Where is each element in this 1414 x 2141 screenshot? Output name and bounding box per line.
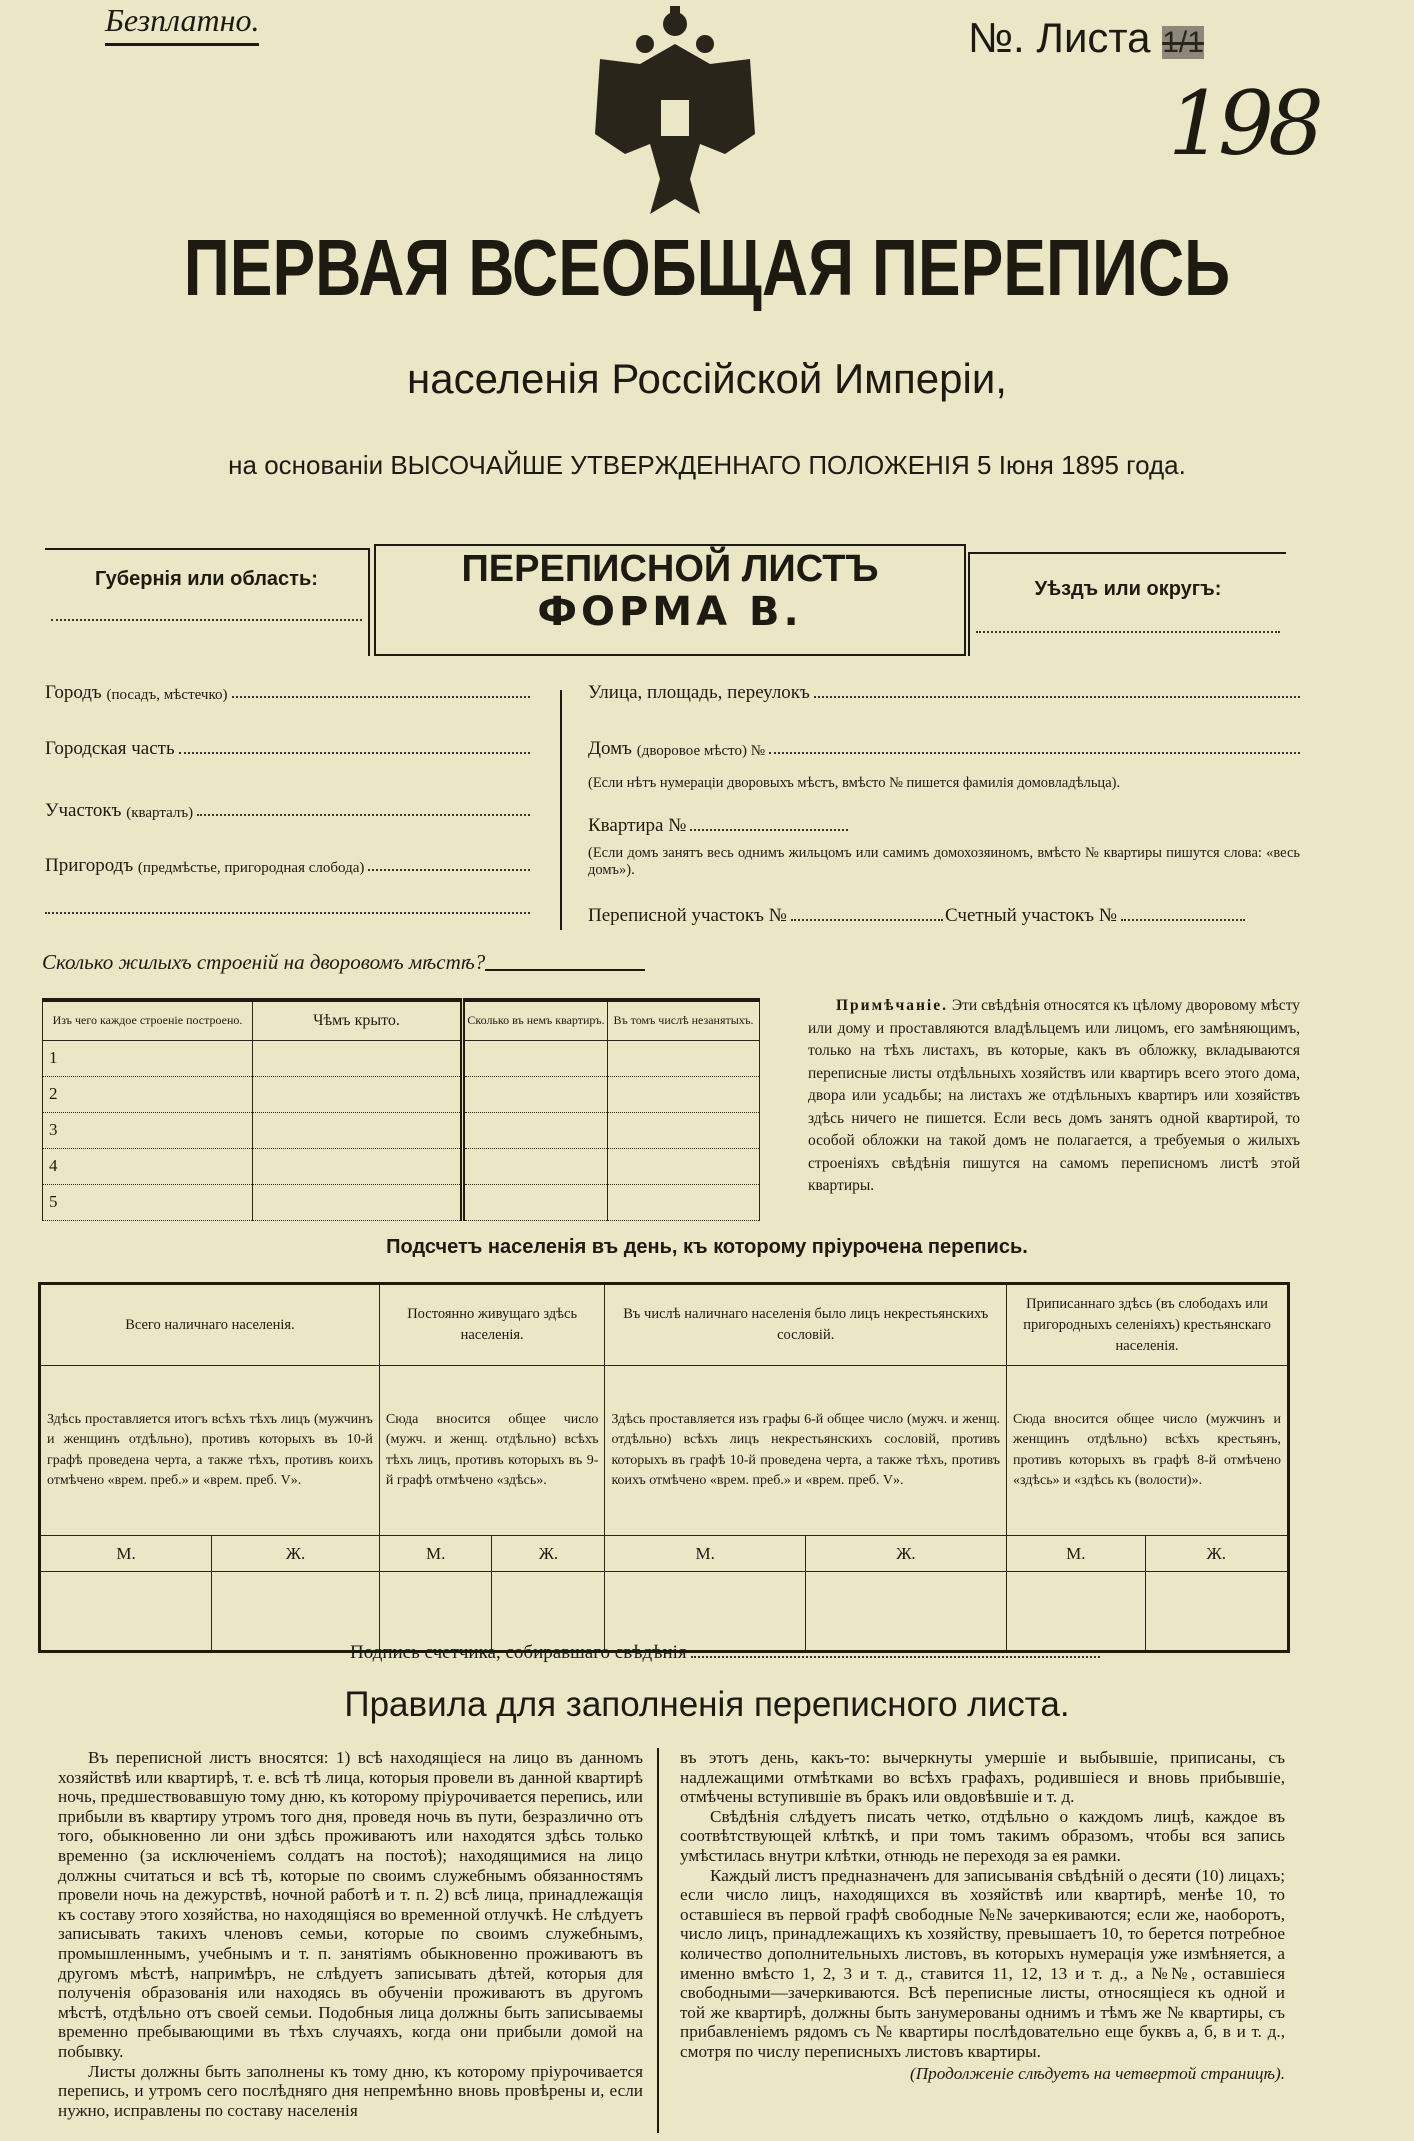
cell[interactable] — [463, 1148, 608, 1184]
cell[interactable] — [608, 1112, 760, 1148]
field-note: (предмѣстье, пригородная слобода) — [137, 860, 365, 876]
rules-paragraph: Листы должны быть заполнены къ тому дню, къ которому пріурочивается перепись, и утромъ сего послѣдняго дня непремѣнно вновь провѣрены и, если нужно, исправлены по составу населенія — [58, 2061, 643, 2120]
male-header: М. — [379, 1536, 492, 1572]
sheet-number-label: №. Листа 1/1 — [968, 14, 1204, 61]
field-count-section[interactable] — [945, 905, 1245, 927]
row-number[interactable]: 2 — [43, 1076, 253, 1112]
rules-paragraph: Каждый листъ предназначенъ для записыванія свѣдѣній о десяти (10) лицахъ; если число лицъ, находящихся въ хозяйствѣ или квартирѣ, менѣе 10, то оставшіеся въ первой графѣ свободные №№ зачеркиваются; если же, наоборотъ, число лицъ, принадлежащихъ къ хозяйству, превышаетъ 10, то берется потребное количество дополнительныхъ листовъ, въ которыхъ нумерація уже измѣняется, а именно вмѣсто 1, 2, 3 и т. д., ставится 11, 12, 13 и т. д., а №№, оставшіеся свободными—зачеркиваются. Всѣ переписные листы, относящіеся къ одной и той же квартирѣ, должны быть занумерованы однимъ и тѣмъ же № квартиры, съ прибавленіемъ рядомъ съ № квартиры послѣдовательно еще буквъ а, б, в и т. д., смотря по числу переписныхъ листовъ квартиры. — [680, 1865, 1285, 2061]
question-label: Сколько жилыхъ строеній на дворовомъ мѣстѣ? — [42, 950, 486, 974]
cell[interactable] — [463, 1112, 608, 1148]
buildings-note — [808, 995, 1300, 1198]
count-col-present: Всего наличнаго населенія. — [40, 1284, 380, 1366]
count-desc: Здѣсь проставляется итогъ всѣхъ тѣхъ лицъ (мужчинъ и женщинъ отдѣльно), противъ которыхъ въ 10-й графѣ проведена черта, а также тѣхъ, противъ коихъ отмѣчено «врем. преб.» и «врем. преб. V». — [40, 1366, 380, 1536]
count-cell[interactable] — [1145, 1572, 1288, 1652]
rules-right-column — [680, 1748, 1285, 2083]
field-house[interactable] — [588, 738, 1300, 760]
count-cell[interactable] — [379, 1572, 492, 1652]
cell[interactable] — [463, 1184, 608, 1220]
district-label: Уѣздъ или округъ: — [1034, 578, 1222, 600]
district-box — [968, 552, 1286, 656]
note-lead: Примѣчаніе. — [836, 997, 948, 1014]
signature-field[interactable] — [350, 1642, 1100, 1664]
field-note: (посадъ, мѣстечко) — [106, 687, 228, 703]
field-label: Квартира № — [588, 815, 687, 836]
table-row — [43, 1112, 760, 1148]
note-text: Эти свѣдѣнія относятся къ цѣлому дворовому мѣсту или дому и проставляются владѣльцемъ или лицомъ, его замѣняющимъ, только на тѣхъ листахъ, въ которые, какъ въ обложку, вкладываются переписные листы отдѣльныхъ хозяйствъ или квартиръ всего этого дома, двора или усадьбы; на листахъ же отдѣльныхъ квартиръ или хозяйствъ здѣсь ничего не пишется. Если весь домъ занятъ одной квартирой, то особой обложки на такой домъ не полагается, а требуемыя о жилыхъ строеніяхъ свѣдѣнія пишутся на самомъ переписномъ листѣ этой квартиры. — [808, 997, 1301, 1194]
row-number[interactable]: 5 — [43, 1184, 253, 1220]
form-name: ФОРМА В. — [537, 589, 803, 635]
house-hint: (Если нѣтъ нумераціи дворовыхъ мѣстъ, вмѣсто № пишется фамилія домовладѣльца). — [588, 775, 1121, 791]
col-roof: Чѣмъ крыто. — [253, 1000, 463, 1040]
field-label: Городская часть — [45, 738, 175, 759]
field-apartment[interactable] — [588, 815, 848, 837]
sheet-number-struck: 1/1 — [1162, 26, 1204, 59]
field-town[interactable] — [45, 682, 530, 704]
count-desc: Сюда вносится общее число (мужч. и женщ. отдѣльно) всѣхъ тѣхъ лицъ, противъ которыхъ въ 9-й графѣ отмѣчено «здѣсь». — [379, 1366, 605, 1536]
double-headed-eagle-icon — [580, 4, 770, 219]
row-number[interactable]: 3 — [43, 1112, 253, 1148]
female-header: Ж. — [805, 1536, 1006, 1572]
column-divider — [560, 690, 562, 930]
cell[interactable] — [608, 1040, 760, 1076]
male-header: М. — [40, 1536, 212, 1572]
buildings-table — [42, 998, 760, 1221]
field-street[interactable] — [588, 682, 1300, 704]
handwritten-sheet-number: 198 — [1168, 72, 1318, 175]
rules-heading: Правила для заполненія переписного листа. — [344, 1685, 1070, 1724]
field-label: Счетный участокъ № — [945, 905, 1117, 926]
cell[interactable] — [253, 1112, 463, 1148]
count-cell[interactable] — [1007, 1572, 1146, 1652]
field-census-section[interactable] — [588, 905, 943, 927]
rules-paragraph: Свѣдѣнія слѣдуетъ писать четко, отдѣльно о каждомъ лицѣ, каждое въ соотвѣтствующей клѣткѣ, и при томъ такимъ образомъ, чтобы вся запись умѣстилась внутри клѣтки, отнюдь не переходя за ея рамки. — [680, 1806, 1285, 1865]
legal-basis: на основаніи ВЫСОЧАЙШЕ УТВЕРЖДЕННАГО ПОЛОЖЕНІЯ 5 Іюня 1895 года. — [228, 450, 1186, 480]
cell[interactable] — [463, 1076, 608, 1112]
count-col-permanent: Постоянно живущаго здѣсь населенія. — [379, 1284, 605, 1366]
count-cell[interactable] — [492, 1572, 605, 1652]
col-material: Изъ чего каждое строеніе построено. — [43, 1000, 253, 1040]
rules-paragraph: въ этотъ день, какъ-то: вычеркнуты умершіе и выбывшіе, приписаны, съ надлежащими отмѣтками во всѣхъ графахъ, родившіеся и вновь прибывшіе, отмѣчены вступившіе въ бракъ или овдовѣвшіе и т. д. — [680, 1748, 1285, 1807]
field-label: Домъ — [588, 738, 632, 759]
table-row — [43, 1184, 760, 1220]
field-note: (дворовое мѣсто) № — [636, 743, 766, 759]
count-cell[interactable] — [212, 1572, 380, 1652]
page-subtitle: населенія Россійской Имперіи, — [407, 355, 1007, 402]
count-cell[interactable] — [40, 1572, 212, 1652]
male-header: М. — [605, 1536, 805, 1572]
province-field[interactable] — [51, 619, 362, 621]
buildings-question[interactable] — [42, 950, 742, 975]
row-number[interactable]: 1 — [43, 1040, 253, 1076]
apartment-hint: (Если домъ занятъ весь однимъ жильцомъ или самимъ домохозяиномъ, вмѣсто № квартиры пишутся слова: «весь домъ»). — [588, 845, 1300, 878]
form-title-box — [374, 544, 966, 656]
field-label: Городъ — [45, 682, 102, 703]
female-header: Ж. — [1145, 1536, 1288, 1572]
cell[interactable] — [608, 1148, 760, 1184]
field-city-part[interactable] — [45, 738, 530, 760]
col-apartments: Сколько въ немъ квартиръ. — [463, 1000, 608, 1040]
field-precinct[interactable] — [45, 800, 530, 822]
count-cell[interactable] — [805, 1572, 1006, 1652]
field-suburb-extra[interactable] — [45, 912, 530, 914]
count-col-peasant: Приписаннаго здѣсь (въ слободахъ или пригородныхъ селеніяхъ) крестьянскаго населенія. — [1007, 1284, 1289, 1366]
count-table — [38, 1282, 1290, 1653]
col-vacant: Въ томъ числѣ незанятыхъ. — [608, 1000, 760, 1040]
cell[interactable] — [253, 1076, 463, 1112]
field-label: Участокъ — [45, 800, 122, 821]
district-field[interactable] — [976, 631, 1280, 633]
field-note: (кварталъ) — [126, 805, 194, 821]
count-cell[interactable] — [605, 1572, 805, 1652]
female-header: Ж. — [212, 1536, 380, 1572]
field-label: Пригородъ — [45, 855, 134, 876]
field-label: Улица, площадь, переулокъ — [588, 682, 810, 703]
continued-note: (Продолженіе слѣдуетъ на четвертой страницѣ). — [910, 2063, 1285, 2083]
count-desc: Здѣсь проставляется изъ графы 6-й общее число (мужч. и женщ. отдѣльно) всѣхъ лицъ некрестьянскихъ сословій, противъ которыхъ въ графѣ 10-й проведена черта, а также тѣхъ, противъ коихъ отмѣчено «врем. преб.» и «врем. преб. V». — [605, 1366, 1007, 1536]
cell[interactable] — [253, 1040, 463, 1076]
table-row — [43, 1040, 760, 1076]
rules-left-column — [58, 1748, 643, 2120]
cell[interactable] — [463, 1040, 608, 1076]
table-row — [43, 1076, 760, 1112]
field-label: Переписной участокъ № — [588, 905, 787, 926]
page-title: ПЕРВАЯ ВСЕОБЩАЯ ПЕРЕПИСЬ — [183, 223, 1231, 312]
count-heading: Подсчетъ населенія въ день, къ которому пріурочена перепись. — [386, 1236, 1028, 1258]
signature-label: Подпись счетчика, собиравшаго свѣдѣнія — [350, 1642, 687, 1663]
table-row — [43, 1148, 760, 1184]
female-header: Ж. — [492, 1536, 605, 1572]
province-label: Губернія или область: — [95, 568, 318, 590]
free-label: Безплатно. — [105, 2, 259, 46]
province-box — [45, 548, 370, 656]
cell[interactable] — [253, 1148, 463, 1184]
male-header: М. — [1007, 1536, 1146, 1572]
cell[interactable] — [608, 1184, 760, 1220]
row-number[interactable]: 4 — [43, 1148, 253, 1184]
rules-divider — [657, 1748, 659, 2133]
rules-paragraph: Въ переписной листъ вносятся: 1) всѣ находящіеся на лицо въ данномъ хозяйствѣ или квартирѣ, т. е. всѣ тѣ лица, которыя провели въ данной квартирѣ ночь, предшествовавшую тому дню, къ которому пріурочивается перепись, или прибыли въ квартиру утромъ того дня, проведя ночь въ пути, безразлично отъ того, обыкновенно ли они здѣсь проживаютъ или находятся здѣсь только временно (за исключеніемъ солдатъ на постоѣ); находящимися на лицо должны считаться и всѣ тѣ, которые по своимъ служебнымъ обязанностямъ провели ночь на дежурствѣ, ночной работѣ и т. п. 2) всѣ лица, принадлежащія къ составу этого хозяйства, но находящіяся во временной отлучкѣ. Не слѣдуетъ записывать такихъ членовъ семьи, которые по своимъ служебнымъ, промышленнымъ, учебнымъ и т. п. занятіямъ обыкновенно проживаютъ въ другомъ мѣстѣ, напримѣръ, не слѣдуетъ записывать дѣтей, которыя для полученія образованія или находясь въ обученіи проживаютъ въ другомъ мѣстѣ, отдѣльно отъ своей семьи. Подобныя лица должны быть записываемы временно пребывающими въ тѣхъ случаяхъ, когда они прибыли домой на побывку. — [58, 1748, 643, 2061]
count-desc: Сюда вносится общее число (мужчинъ и женщинъ отдѣльно) всѣхъ крестьянъ, противъ которыхъ въ графѣ 8-й отмѣчено «здѣсь» и «здѣсь къ (волости)». — [1007, 1366, 1289, 1536]
cell[interactable] — [253, 1184, 463, 1220]
form-title: ПЕРЕПИСНОЙ ЛИСТЪ — [461, 548, 879, 590]
field-suburb[interactable] — [45, 855, 530, 877]
count-col-nonpeasant: Въ числѣ наличнаго населенія было лицъ некрестьянскихъ сословій. — [605, 1284, 1007, 1366]
cell[interactable] — [608, 1076, 760, 1112]
